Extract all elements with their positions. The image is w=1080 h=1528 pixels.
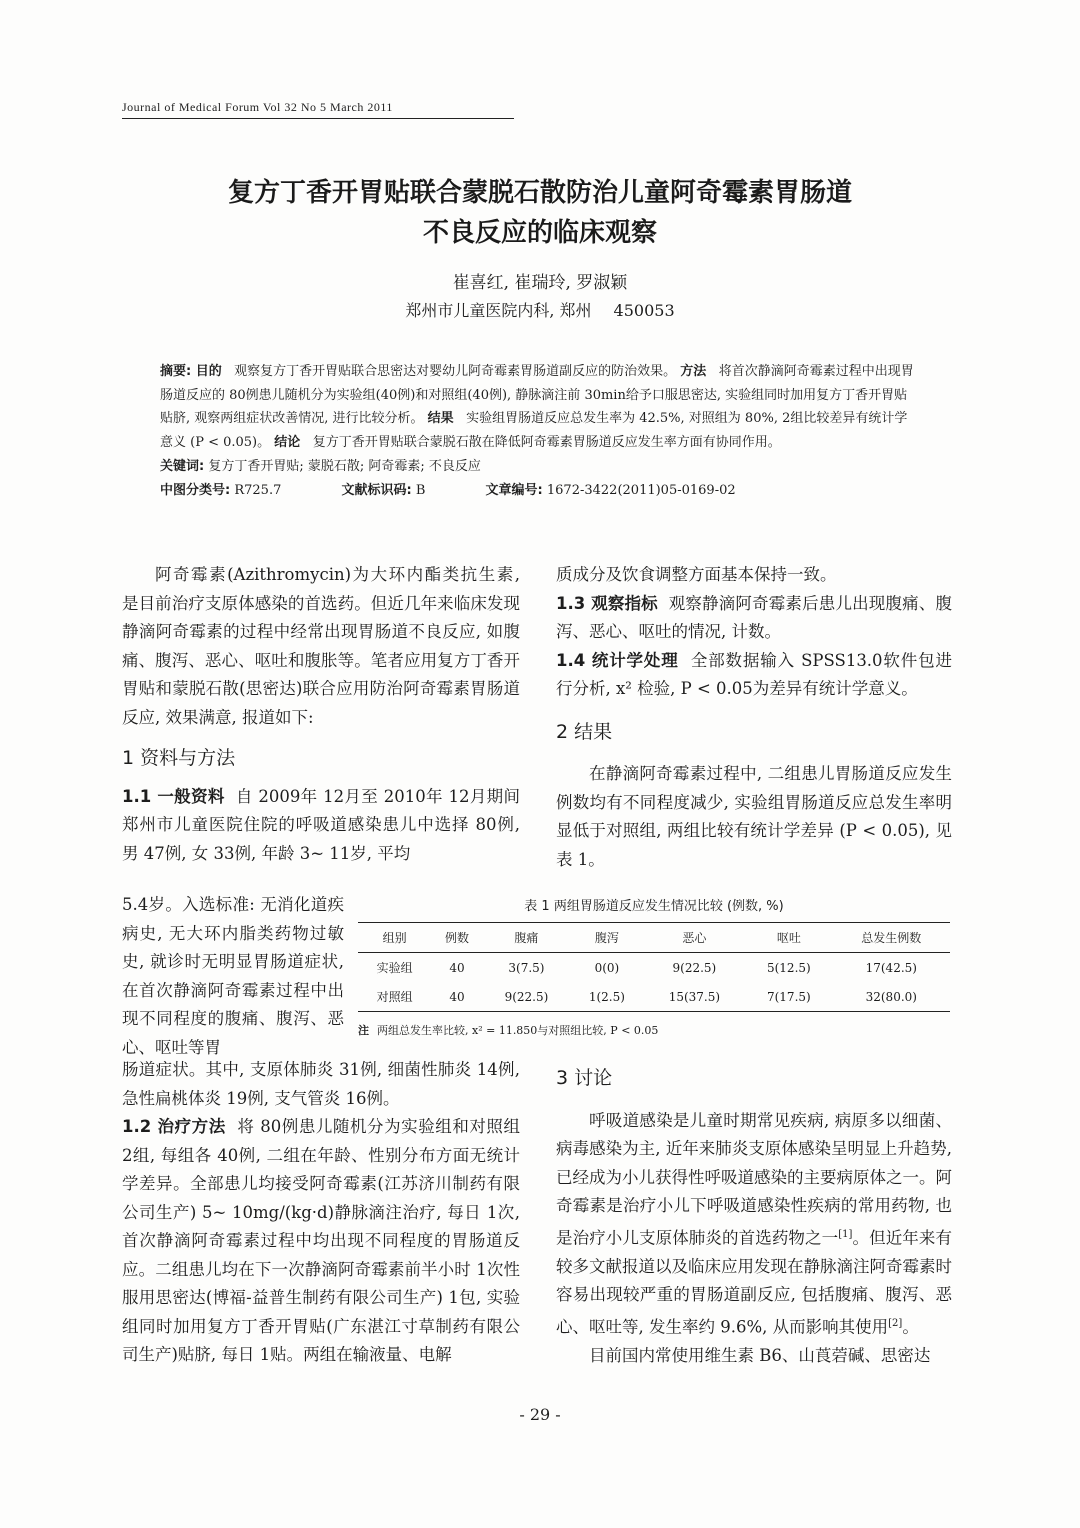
citation-1[interactable]: [1] bbox=[838, 1228, 853, 1240]
classification-line bbox=[160, 479, 920, 503]
table-row bbox=[358, 953, 950, 983]
section-1-4-text: 全部数据输入 SPSS13.0软件包进行分析, x² 检验, P < 0.05为差异有统计学意义。 bbox=[556, 650, 952, 698]
section-1-1-para-a bbox=[122, 783, 520, 869]
doc-code-label: 文献标识码: bbox=[341, 482, 412, 498]
abstract bbox=[160, 360, 920, 502]
section-2-heading: 2 结果 bbox=[556, 720, 613, 743]
page-number: - 29 - bbox=[519, 1405, 561, 1424]
section-1-1-text-a: 自 2009年 12月至 2010年 12月期间郑州市儿童医院住院的呼吸道感染患儿中选择 80例, 男 47例, 女 33例, 年龄 3~ 11岁, 平均 bbox=[122, 786, 520, 863]
discussion-paragraph-2: 目前国内常使用维生素 B6、山莨菪碱、思密达 bbox=[589, 1345, 931, 1365]
results-paragraph: 在静滴阿奇霉素过程中, 二组患儿胃肠道反应发生例数均有不同程度减少, 实验组胃肠道反应总发生率明显低于对照组, 两组比较有统计学差异 (P < 0.05), 见表 1。 bbox=[556, 764, 952, 869]
abstract-method: 将首次静滴阿奇霉素过程中出现胃肠道反应的 80例患儿随机分为实验组(40例)和对照组(40例), 静脉滴注前 30min给予口服思密达, 实验组同时加用复方丁香开胃贴贴脐, 观察两组症状改善情况, 进行比较分析。 bbox=[160, 364, 914, 426]
postcode: 450053 bbox=[613, 301, 675, 320]
article-title-line1: 复方丁香开胃贴联合蒙脱石散防治儿童阿奇霉素胃肠道 bbox=[227, 178, 852, 208]
continued-text: 质成分及饮食调整方面基本保持一致。 bbox=[556, 565, 837, 584]
header-total: 总发生例数 bbox=[861, 931, 922, 945]
right-column-top bbox=[556, 561, 952, 874]
abstract-conclusion-label: 结论 bbox=[274, 434, 301, 450]
section-1-2-para bbox=[122, 1113, 520, 1370]
keywords: 复方丁香开胃贴; 蒙脱石散; 阿奇霉素; 不良反应 bbox=[208, 459, 481, 474]
discussion-text-2: 。但近年来有较多文献报道以及临床应用发现在静脉滴注阿奇霉素时容易出现较严重的胃肠道副反应, 包括腹痛、腹泻、恶心、呕吐等, 发生率约 9.6%, 从而影响其使用 bbox=[556, 1228, 953, 1336]
section-1-4-para bbox=[556, 647, 952, 704]
section-3-heading: 3 讨论 bbox=[556, 1067, 613, 1089]
section-1-heading: 1 资料与方法 bbox=[122, 747, 236, 769]
section-1-2-text: 将 80例患儿随机分为实验组和对照组 2组, 每组各 40例, 二组在年龄、性别分布方面无统计学差异。全部患儿均接受阿奇霉素(江苏济川制药有限公司生产) 5~ 10mg/(kg·d)静脉滴注治疗, 每日 1次, 首次静滴阿奇霉素过程中均出现不同程度的胃肠道反应。二组患儿均在下一次静滴阿奇霉素前半小时 1次性服用思密达(博福-益普生制药有限公司生产) 1包, 实验组同时加用复方丁香开胃贴(广东湛江寸草制药有限公司生产)贴脐, 每日 1贴。两组在输液量、电解 bbox=[122, 1117, 520, 1364]
table-cell: 40 bbox=[449, 989, 465, 1004]
abstract-objective: 观察复方丁香开胃贴联合思密达对婴幼儿阿奇霉素胃肠道副反应的防治效果。 bbox=[234, 364, 677, 379]
section-1-1-heading: 1.1 一般资料 bbox=[122, 786, 225, 806]
table-cell: 15(37.5) bbox=[668, 989, 721, 1004]
header-diarrhea: 腹泻 bbox=[594, 931, 619, 945]
table-cell: 7(17.5) bbox=[766, 989, 811, 1004]
table-1 bbox=[358, 895, 950, 1038]
affiliation-name: 郑州市儿童医院内科, 郑州 bbox=[405, 301, 592, 320]
article-number-label: 文章编号: bbox=[485, 482, 543, 498]
abstract-body bbox=[160, 360, 920, 454]
header-vomiting: 呕吐 bbox=[776, 931, 801, 945]
left-column-narrow bbox=[122, 891, 344, 1062]
running-head: Journal of Medical Forum Vol 32 No 5 March 2011 bbox=[122, 100, 514, 119]
table-note bbox=[358, 1022, 950, 1038]
header-group: 组别 bbox=[382, 931, 407, 945]
abstract-result-label: 结果 bbox=[427, 411, 454, 426]
clc-label: 中图分类号: bbox=[160, 482, 231, 498]
section-1-1-text-b: 5.4岁。入选标准: 无消化道疾病史, 无大环内脂类药物过敏史, 就诊时无明显胃肠道症状, 在首次静滴阿奇霉素过程中出现不同程度的腹痛、腹泻、恶心、呕吐等胃 bbox=[122, 895, 344, 1057]
table-row bbox=[358, 982, 950, 1012]
intro-paragraph: 阿奇霉素(Azithromycin)为大环内酯类抗生素, 是目前治疗支原体感染的首选药。但近几年来临床发现静滴阿奇霉素的过程中经常出现胃肠道不良反应, 如腹痛、腹泻、恶心、呕吐和腹胀等。笔者应用复方丁香开胃贴和蒙脱石散(思密达)联合应用防治阿奇霉素胃肠道反应, 效果满意, 报道如下: bbox=[122, 565, 520, 727]
abstract-conclusion: 复方丁香开胃贴联合蒙脱石散在降低阿奇霉素胃肠道反应发生率方面有协同作用。 bbox=[312, 434, 781, 450]
table-note-label: 注 bbox=[358, 1024, 369, 1037]
table-cell: 17(42.5) bbox=[865, 960, 917, 975]
table-cell: 实验组 bbox=[376, 961, 413, 975]
discussion-text-3: 。 bbox=[902, 1317, 919, 1336]
section-1-3-para bbox=[556, 590, 952, 647]
left-column-bottom bbox=[122, 1056, 520, 1370]
abstract-label: 摘要: 目的 bbox=[160, 364, 222, 379]
table-cell: 对照组 bbox=[376, 990, 413, 1004]
data-table bbox=[358, 922, 950, 1012]
left-column-top bbox=[122, 561, 520, 868]
section-1-4-heading: 1.4 统计学处理 bbox=[556, 650, 679, 670]
section-1-1-text-c: 肠道症状。其中, 支原体肺炎 31例, 细菌性肺炎 14例, 急性扁桃体炎 19例, 支气管炎 16例。 bbox=[122, 1060, 520, 1108]
discussion-paragraph bbox=[556, 1107, 952, 1342]
section-1-3-text: 观察静滴阿奇霉素后患儿出现腹痛、腹泻、恶心、呕吐的情况, 计数。 bbox=[556, 593, 952, 641]
citation-2[interactable]: [2] bbox=[888, 1317, 903, 1329]
table-note-text: 两组总发生率比较, x² = 11.850与对照组比较, P < 0.05 bbox=[377, 1024, 659, 1037]
table-cell: 5(12.5) bbox=[766, 960, 811, 975]
header-count: 例数 bbox=[445, 931, 470, 945]
article-title-line2: 不良反应的临床观察 bbox=[422, 218, 657, 248]
abstract-method-label: 方法 bbox=[680, 364, 707, 379]
header-abdominal-pain: 腹痛 bbox=[514, 931, 539, 945]
discussion-text-1: 呼吸道感染是儿童时期常见疾病, 病原多以细菌、病毒感染为主, 近年来肺炎支原体感染呈明显上升趋势, 已经成为小儿获得性呼吸道感染的主要病原体之一。阿奇霉素是治疗小儿下呼吸道感染性疾病的常用药物, 也是治疗小儿支原体肺炎的首选药物之一 bbox=[556, 1110, 952, 1247]
keywords-line bbox=[160, 455, 920, 479]
right-column-bottom bbox=[556, 1064, 952, 1370]
doc-code: B bbox=[415, 482, 426, 498]
abstract-result: 实验组胃肠道反应总发生率为 42.5%, 对照组为 80%, 2组比较差异有统计学意义 (P < 0.05)。 bbox=[160, 411, 908, 450]
table-cell: 40 bbox=[449, 960, 465, 975]
section-1-3-heading: 1.3 观察指标 bbox=[556, 593, 658, 613]
table-cell: 9(22.5) bbox=[504, 989, 549, 1004]
header-nausea: 恶心 bbox=[682, 931, 707, 945]
table-cell: 0(0) bbox=[594, 960, 620, 975]
table-cell: 32(80.0) bbox=[865, 989, 917, 1004]
table-cell: 1(2.5) bbox=[588, 989, 625, 1004]
authors: 崔喜红, 崔瑞玲, 罗淑颖 bbox=[452, 273, 628, 293]
table-header-row bbox=[358, 923, 950, 953]
affiliation bbox=[0, 298, 1080, 321]
keywords-label: 关键词: bbox=[160, 459, 205, 474]
table-cell: 3(7.5) bbox=[508, 960, 545, 975]
table-cell: 9(22.5) bbox=[672, 960, 717, 975]
section-1-2-heading: 1.2 治疗方法 bbox=[122, 1117, 226, 1136]
article-number: 1672-3422(2011)05-0169-02 bbox=[546, 482, 736, 498]
table-caption: 表 1 两组胃肠道反应发生情况比较 (例数, %) bbox=[524, 899, 784, 914]
clc-code: R725.7 bbox=[234, 482, 282, 498]
